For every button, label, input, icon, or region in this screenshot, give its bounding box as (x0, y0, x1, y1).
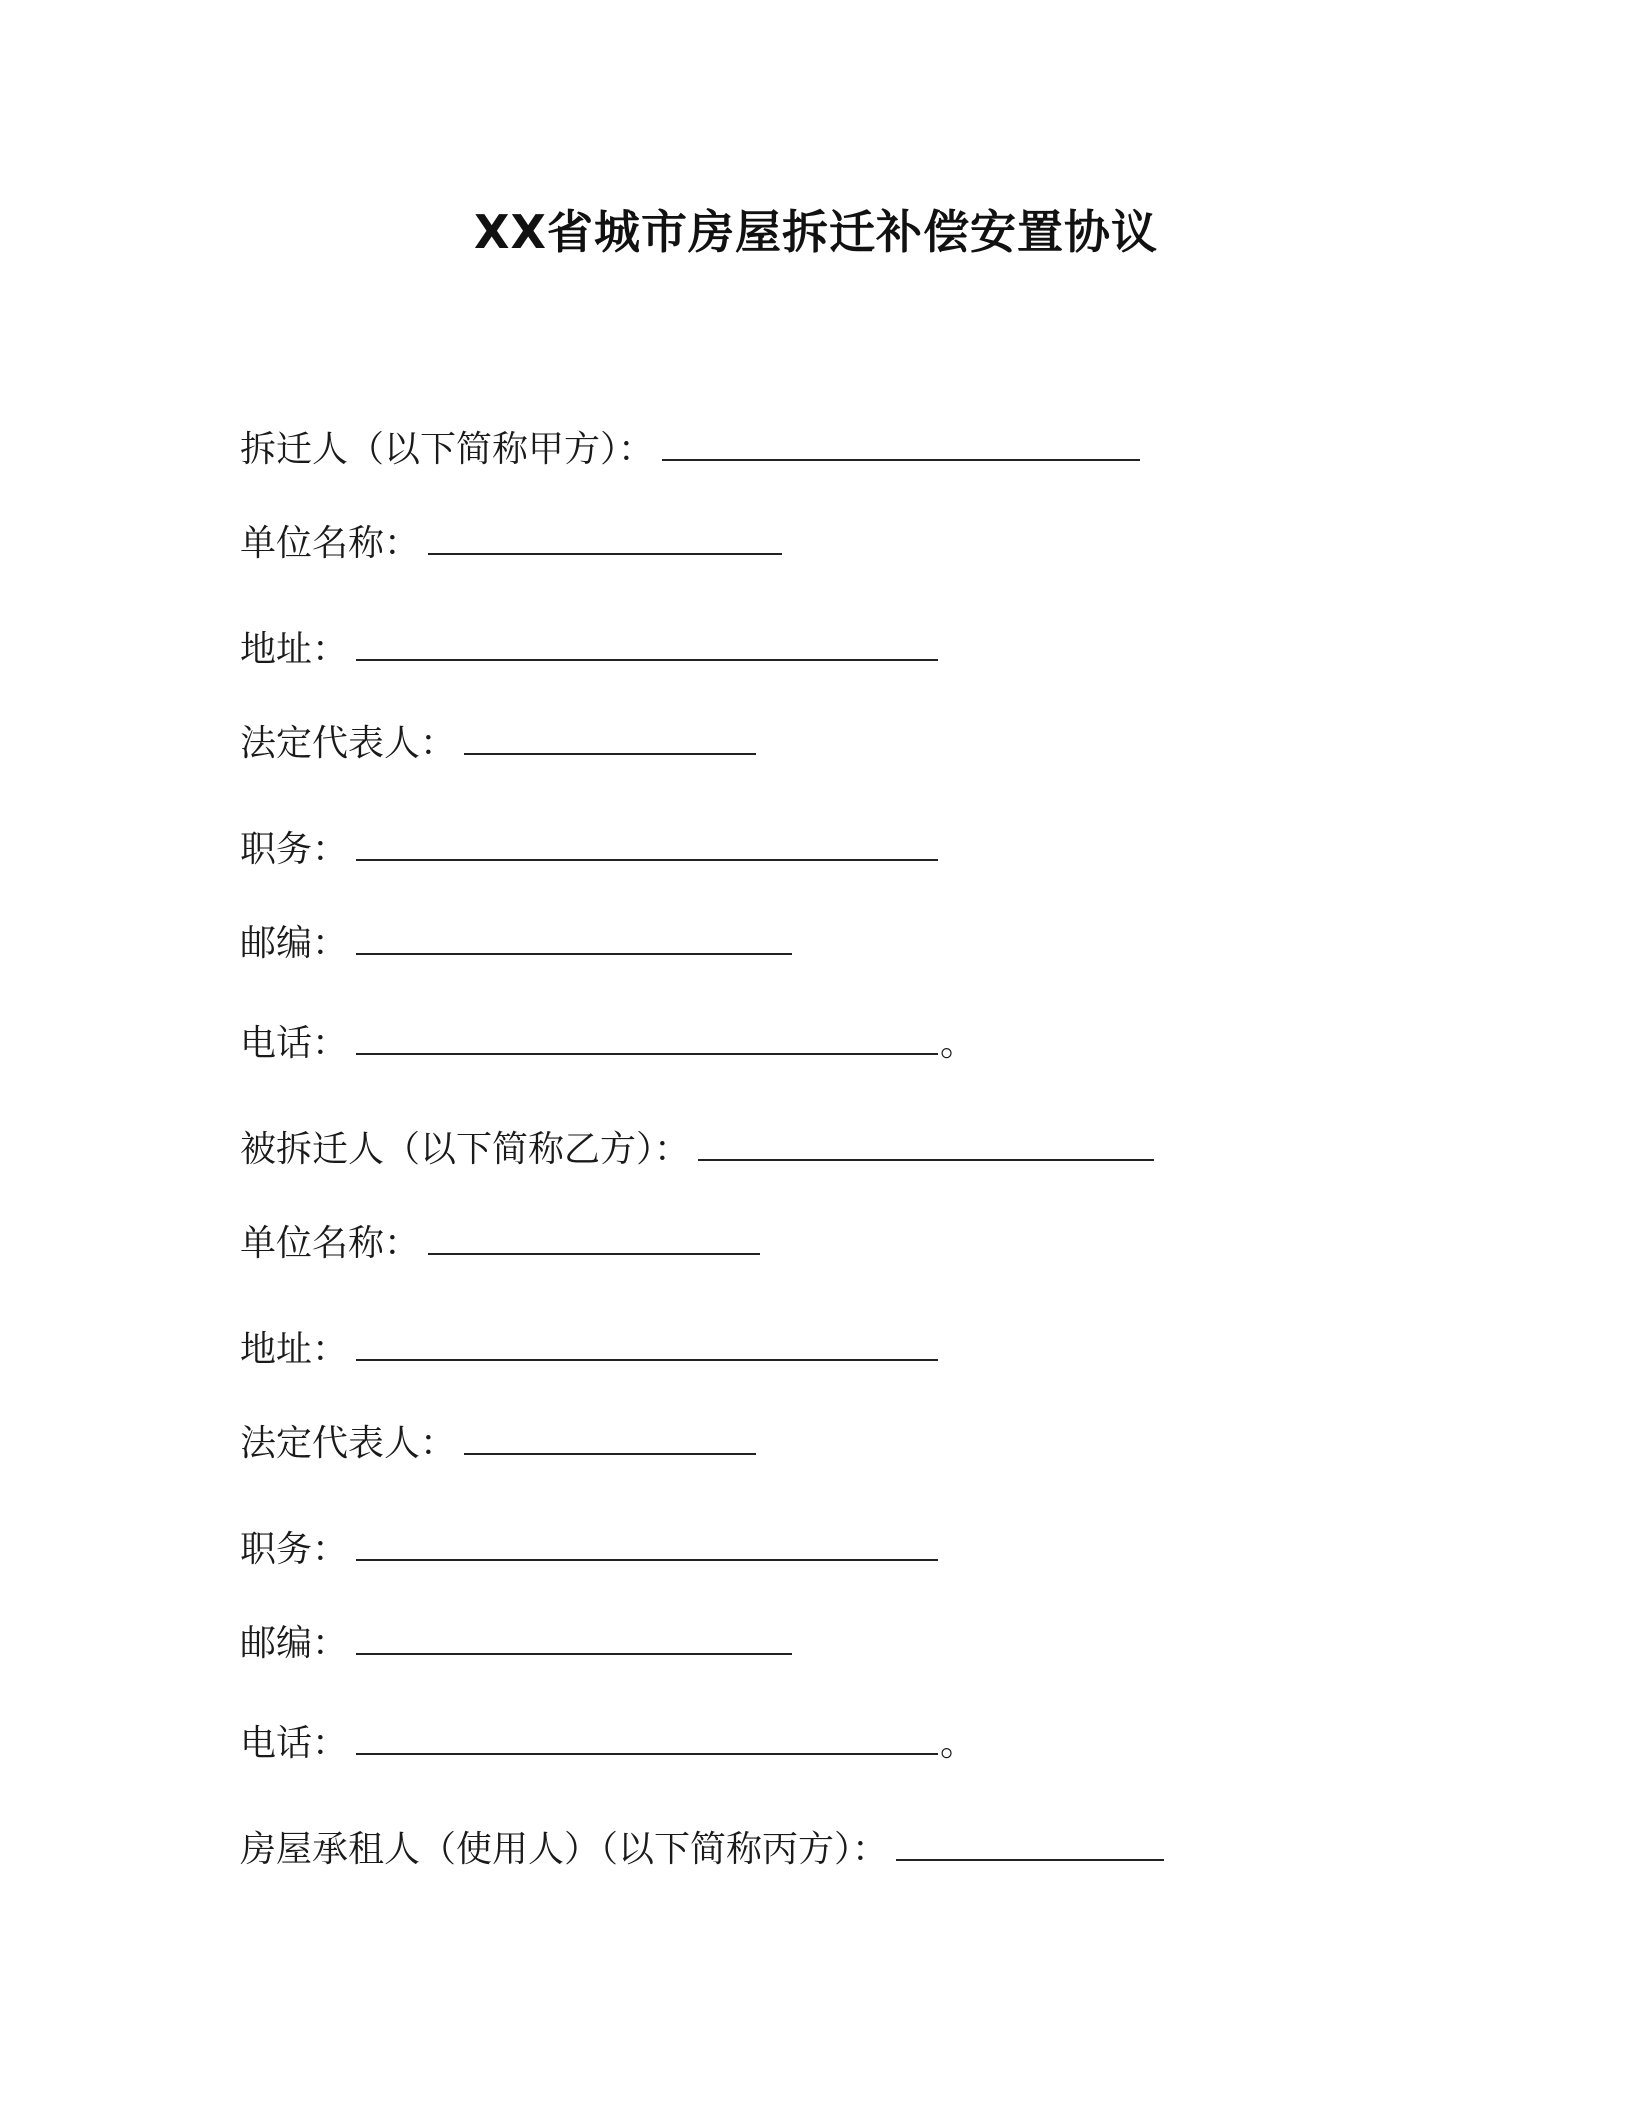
party-b-postcode-label: 邮编： (240, 1623, 349, 1664)
party-a-postcode-label: 邮编： (240, 923, 349, 964)
party-b-position-line (240, 1528, 938, 1572)
party-a-unit-name-label: 单位名称： (240, 523, 421, 564)
party-b-phone-label: 电话： (240, 1723, 349, 1764)
party-b-phone-period: 。 (940, 1723, 977, 1764)
party-a-phone-blank[interactable] (356, 1023, 938, 1055)
party-b-position-blank[interactable] (356, 1529, 938, 1561)
party-b-legal-rep-label: 法定代表人： (240, 1423, 457, 1464)
party-b-heading: 被拆迁人（以下简称乙方）： (240, 1129, 691, 1170)
party-a-phone-line (240, 1022, 976, 1066)
party-a-phone-label: 电话： (240, 1023, 349, 1064)
party-a-legal-rep-line (240, 722, 756, 766)
party-a-phone-period: 。 (940, 1023, 977, 1064)
party-a-address-label: 地址： (240, 629, 349, 670)
party-a-heading: 拆迁人（以下简称甲方）： (240, 429, 655, 470)
party-a-postcode-line (240, 922, 792, 966)
party-b-address-label: 地址： (240, 1329, 349, 1370)
party-c-name-blank[interactable] (896, 1829, 1164, 1861)
party-a-unit-name-blank[interactable] (428, 523, 782, 555)
party-b-phone-blank[interactable] (356, 1723, 938, 1755)
party-a-heading-line (240, 428, 1140, 472)
party-b-name-blank[interactable] (698, 1129, 1154, 1161)
party-a-postcode-blank[interactable] (356, 923, 792, 955)
party-b-phone-line (240, 1722, 976, 1766)
party-b-legal-rep-blank[interactable] (464, 1423, 756, 1455)
party-a-unit-name-line (240, 522, 782, 566)
party-b-postcode-line (240, 1622, 792, 1666)
party-b-unit-name-blank[interactable] (428, 1223, 760, 1255)
party-b-position-label: 职务： (240, 1529, 349, 1570)
party-a-position-line (240, 828, 938, 872)
party-a-name-blank[interactable] (662, 429, 1140, 461)
party-a-legal-rep-blank[interactable] (464, 723, 756, 755)
party-a-position-blank[interactable] (356, 829, 938, 861)
party-b-unit-name-line (240, 1222, 760, 1266)
party-b-legal-rep-line (240, 1422, 756, 1466)
party-a-position-label: 职务： (240, 829, 349, 870)
document-title: XX省城市房屋拆迁补偿安置协议 (474, 205, 1158, 259)
party-a-legal-rep-label: 法定代表人： (240, 723, 457, 764)
party-b-address-blank[interactable] (356, 1329, 938, 1361)
party-b-address-line (240, 1328, 938, 1372)
party-b-unit-name-label: 单位名称： (240, 1223, 421, 1264)
party-a-address-line (240, 628, 938, 672)
party-c-heading: 房屋承租人（使用人）（以下简称丙方）： (240, 1829, 889, 1870)
party-a-address-blank[interactable] (356, 629, 938, 661)
party-c-heading-line (240, 1828, 1164, 1872)
party-b-postcode-blank[interactable] (356, 1623, 792, 1655)
party-b-heading-line (240, 1128, 1154, 1172)
